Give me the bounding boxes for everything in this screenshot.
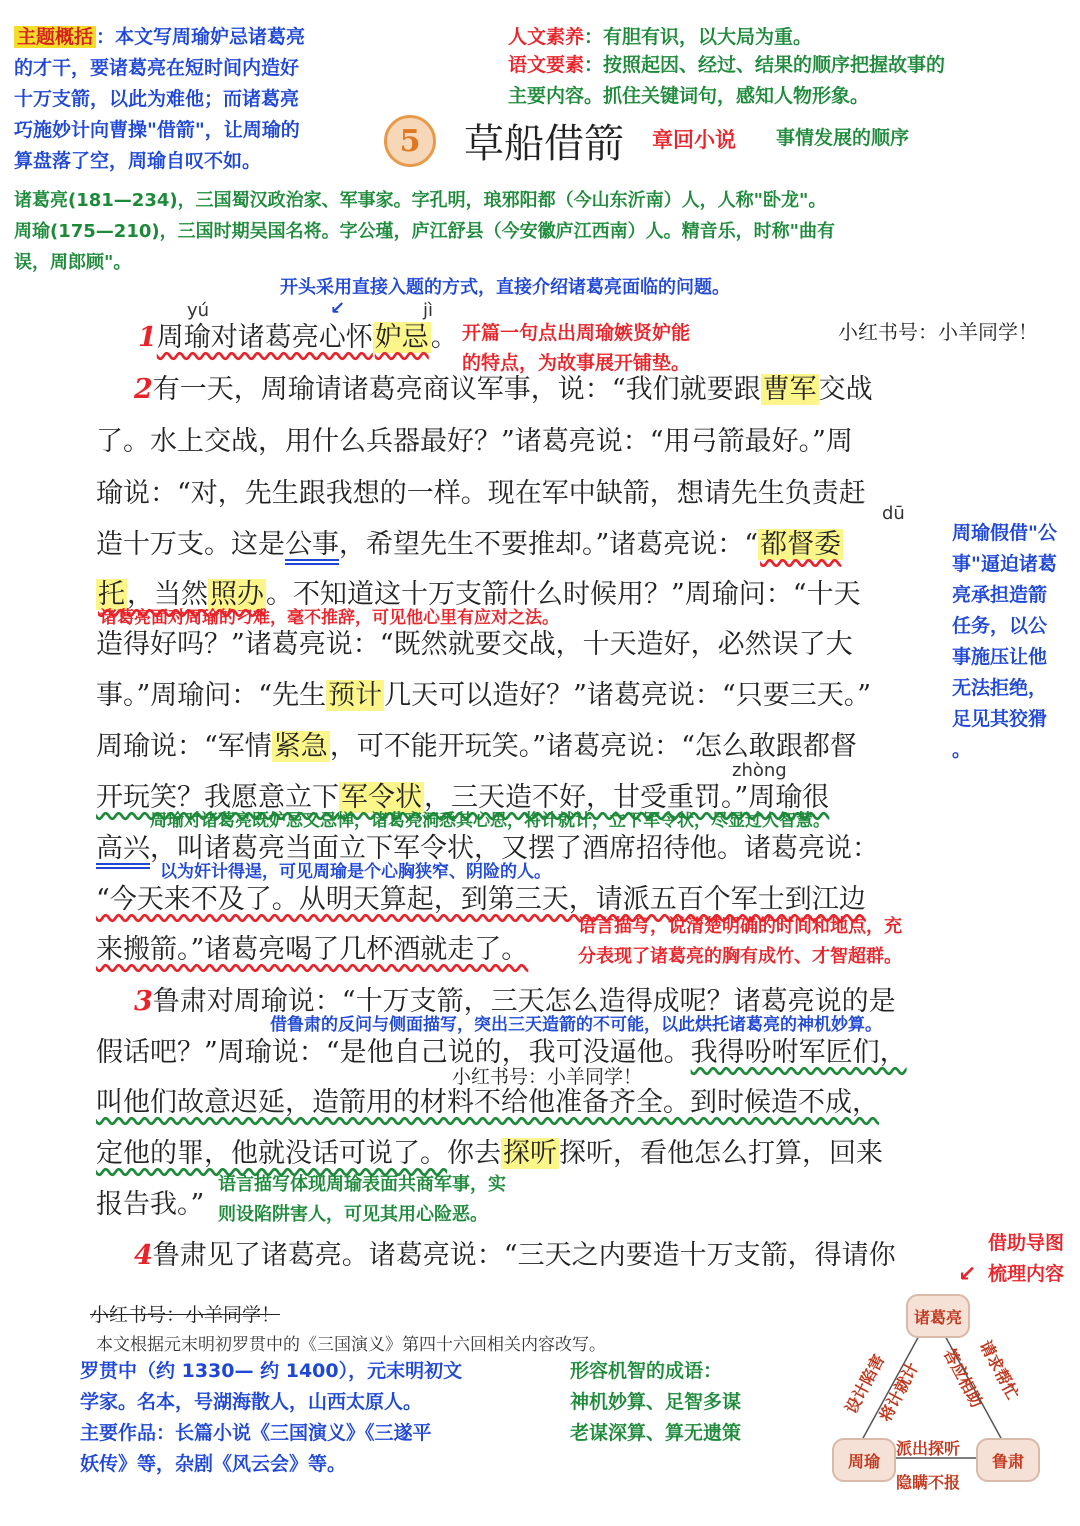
order-label: 事情发展的顺序 bbox=[776, 127, 910, 149]
line-16: 叫他们故意迟延，造箭用的材料不给他准备齐全。到时候造不成， bbox=[96, 1087, 879, 1118]
paragraph-1: 1周瑜对诸葛亮心怀妒忌。 bbox=[138, 322, 458, 353]
genre-label: 章回小说 bbox=[652, 128, 736, 152]
line-2: 2有一天，周瑜请诸葛亮商议军事，说：“我们就要跟曹军交战 bbox=[134, 374, 873, 405]
line-5: 造十万支。这是公事，希望先生不要推却。”诸葛亮说：“都督委 bbox=[96, 529, 842, 560]
line-13: 来搬箭。”诸葛亮喝了几杯酒就走了。 bbox=[96, 934, 529, 965]
note-lusu-blue: 借鲁肃的反问与侧面描写，突出三天造箭的不可能，以此烘托诸葛亮的神机妙算。 bbox=[270, 1015, 882, 1035]
mindmap-arrow: ↙ bbox=[958, 1262, 977, 1287]
paragraph-number: 2 bbox=[134, 374, 153, 405]
theme-label: 主题概括 bbox=[14, 26, 96, 48]
line-19: 4鲁肃见了诸葛亮。诸葛亮说：“三天之内要造十万支箭，得请你 bbox=[134, 1240, 896, 1271]
line-14: 3鲁肃对周瑜说：“十万支箭，三天怎么造得成呢？诸葛亮说的是 bbox=[134, 986, 896, 1017]
paragraph-number: 3 bbox=[134, 986, 153, 1017]
mindmap-node-zhouyu: 周瑜 bbox=[832, 1438, 896, 1482]
opening-note: 开头采用直接入题的方式，直接介绍诸葛亮面临的问题。 bbox=[280, 277, 730, 298]
watermark: 小红书号：小羊同学！ bbox=[838, 320, 1038, 344]
mindmap-label-bottom-bottom: 隐瞒不报 bbox=[896, 1473, 961, 1492]
source-line: 本文根据元末明初罗贯中的《三国演义》第四十六回相关内容改写。 bbox=[96, 1335, 606, 1355]
side-note: 周瑜假借"公 事"逼迫诸葛 亮承担造箭 任务，以公 事施压让他 无法拒绝， 足见其狡猾 。 bbox=[952, 522, 1057, 761]
note-narrow: 以为奸计得逞，可见周瑜是个心胸狭窄、阴险的人。 bbox=[160, 862, 551, 882]
line-12: “今天来不及了。从明天算起，到第三天，请派五百个军士到江边 bbox=[96, 884, 866, 915]
mindmap-label-left-outer: 设计陷害 bbox=[841, 1351, 889, 1417]
pinyin-ji: jì bbox=[423, 300, 434, 321]
line-3: 了。水上交战，用什么兵器最好？”诸葛亮说：“用弓箭最好。”周 bbox=[96, 426, 853, 457]
opening-arrow: ↙ bbox=[330, 298, 346, 319]
pinyin-du: dū bbox=[882, 503, 905, 524]
idiom-block: 形容机智的成语： 神机妙算、足智多谋 老谋深算、算无遗策 bbox=[570, 1360, 742, 1444]
author-block: 罗贯中（约 1330— 约 1400），元末明初文 学家。名本，号湖海散人，山西太原人。 主要作品：长篇小说《三国演义》《三遂平 妖传》等，杂剧《风云会》等。 bbox=[80, 1360, 463, 1475]
pinyin-yu: yú bbox=[187, 300, 210, 321]
mindmap-label-bottom-top: 派出探听 bbox=[896, 1439, 961, 1458]
lesson-number-badge: 5 bbox=[384, 115, 436, 167]
line-15: 假话吧？”周瑜说：“是他自己说的，我可没逼他。我得吩咐军匠们， bbox=[96, 1037, 907, 1068]
mindmap-node-zhuge: 诸葛亮 bbox=[906, 1294, 970, 1338]
paragraph-number: 4 bbox=[134, 1240, 153, 1271]
language-label: 语文要素 bbox=[508, 54, 585, 76]
line-4: 瑜说：“对，先生跟我想的一样。现在军中缺箭，想请先生负责赶 bbox=[96, 478, 866, 509]
note-lang-red: 语言描写，说清楚明确的时间和地点，充 分表现了诸葛亮的胸有成竹、才智超群。 bbox=[578, 916, 902, 967]
theme-summary: 主题概括 ：本文写周瑜妒忌诸葛亮 的才干，要诸葛亮在短时间内造好 十万支箭，以此为难他；而诸葛亮 巧施妙计向曹操"借箭"，让周瑜的 算盘落了空，周瑜自叹不如。 bbox=[14, 26, 306, 172]
line-8: 事。”周瑜问：“先生预计几天可以造好？”诸葛亮说：“只要三天。” bbox=[96, 680, 872, 711]
mindmap-note: 借助导图 梳理内容 bbox=[988, 1232, 1065, 1285]
line-17: 定他的罪，他就没话可说了。你去探听探听，看他怎么打算，回来 bbox=[96, 1138, 883, 1169]
line-18: 报告我。” bbox=[96, 1189, 205, 1220]
line-9: 周瑜说：“军情紧急，可不能开玩笑。”诸葛亮说：“怎么敢跟都督 bbox=[96, 731, 857, 762]
page-title: 草船借箭 bbox=[464, 121, 624, 167]
note-no-refuse: 诸葛亮面对周瑜的刁难，毫不推辞，可见他心里有应对之法。 bbox=[100, 608, 559, 628]
mindmap-label-right-inner: 答应相助 bbox=[939, 1345, 987, 1411]
bio-block: 诸葛亮(181—234)，三国蜀汉政治家、军事家。字孔明，琅邪阳都（今山东沂南）人，人称"卧龙"。 周瑜(175—210)，三国时期吴国名将。字公瑾，庐江舒县（今安徽庐江西南）人。精音乐，时称"曲有 误，周郎顾"。 bbox=[14, 190, 835, 273]
note-zhou-green: 周瑜对诸葛亮既妒忌又忌惮，诸葛亮洞悉其心思，将计就计，立下军令状，尽显过人智慧。 bbox=[150, 811, 830, 831]
note-lang-green: 语言描写体现周瑜表面共商军事，实 则设陷阱害人，可见其用心险恶。 bbox=[218, 1174, 506, 1225]
humanity-line: 人文素养：有胆有识，以大局为重。 bbox=[508, 26, 813, 48]
watermark-3: 小红书号：小羊同学！ bbox=[90, 1304, 281, 1326]
paragraph-number: 1 bbox=[138, 322, 157, 353]
humanity-label: 人文素养 bbox=[508, 26, 585, 48]
note-p1: 开篇一句点出周瑜嫉贤妒能 的特点，为故事展开铺垫。 bbox=[462, 322, 691, 374]
mindmap-node-lusu: 鲁肃 bbox=[976, 1438, 1040, 1482]
mindmap-label-right-outer: 请求帮忙 bbox=[975, 1337, 1023, 1403]
line-7: 造得好吗？”诸葛亮说：“既然就要交战，十天造好，必然误了大 bbox=[96, 629, 853, 660]
language-elements: 语文要素：按照起因、经过、结果的顺序把握故事的 主要内容。抓住关键词句，感知人物形象。 bbox=[508, 54, 946, 107]
pinyin-zhong: zhòng bbox=[732, 760, 787, 781]
line-10: 开玩笑？我愿意立下军令状，三天造不好，甘受重罚。”周瑜很 bbox=[96, 782, 830, 813]
line-6: 托，当然照办。不知道这十万支箭什么时候用？”周瑜问：“十天 bbox=[98, 579, 861, 610]
line-11: 高兴，叫诸葛亮当面立下军令状，又摆了酒席招待他。诸葛亮说： bbox=[96, 833, 879, 864]
watermark-2: 小红书号：小羊同学！ bbox=[452, 1066, 643, 1088]
mindmap-label-left-inner: 将计就计 bbox=[875, 1359, 923, 1425]
